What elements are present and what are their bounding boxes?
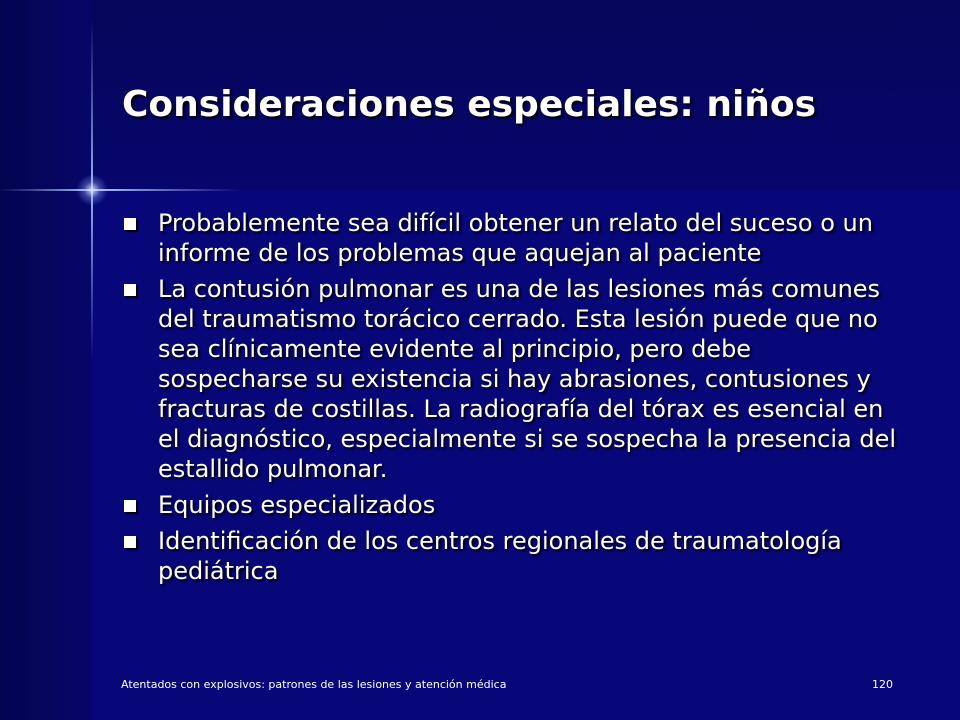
bullet-text: Equipos especializados: [158, 491, 436, 519]
light-flare-horizontal: [0, 189, 240, 191]
bullet-text: Probablemente sea difícil obtener un relato del suceso o un informe de los problemas que aquejan al paciente: [158, 209, 873, 267]
bullet-list: [122, 208, 902, 592]
square-bullet-icon: [124, 500, 136, 512]
bullet-text: Identificación de los centros regionales de traumatología pediátrica: [158, 527, 842, 585]
bullet-item: [122, 490, 902, 520]
square-bullet-icon: [124, 284, 136, 296]
square-bullet-icon: [124, 536, 136, 548]
square-bullet-icon: [124, 218, 136, 230]
slide-title: Consideraciones especiales: niños: [122, 84, 817, 125]
bullet-item: [122, 274, 902, 484]
bullet-item: [122, 208, 902, 268]
bullet-item: [122, 526, 902, 586]
page-number: 120: [872, 678, 893, 691]
footer-text: Atentados con explosivos: patrones de las lesiones y atención médica: [121, 678, 507, 691]
bullet-text: La contusión pulmonar es una de las lesiones más comunes del traumatismo torácico cerrado. Esta lesión puede que no sea clínicamente evidente al principio, pero debe sospecharse su existencia si hay abrasiones, contusiones y fracturas de costillas. La radiografía del tórax es esencial en el diagnóstico, especialmente si se sospecha la presencia del estallido pulmonar.: [158, 275, 897, 483]
left-band: [0, 0, 92, 720]
light-flare-center: [76, 174, 108, 206]
